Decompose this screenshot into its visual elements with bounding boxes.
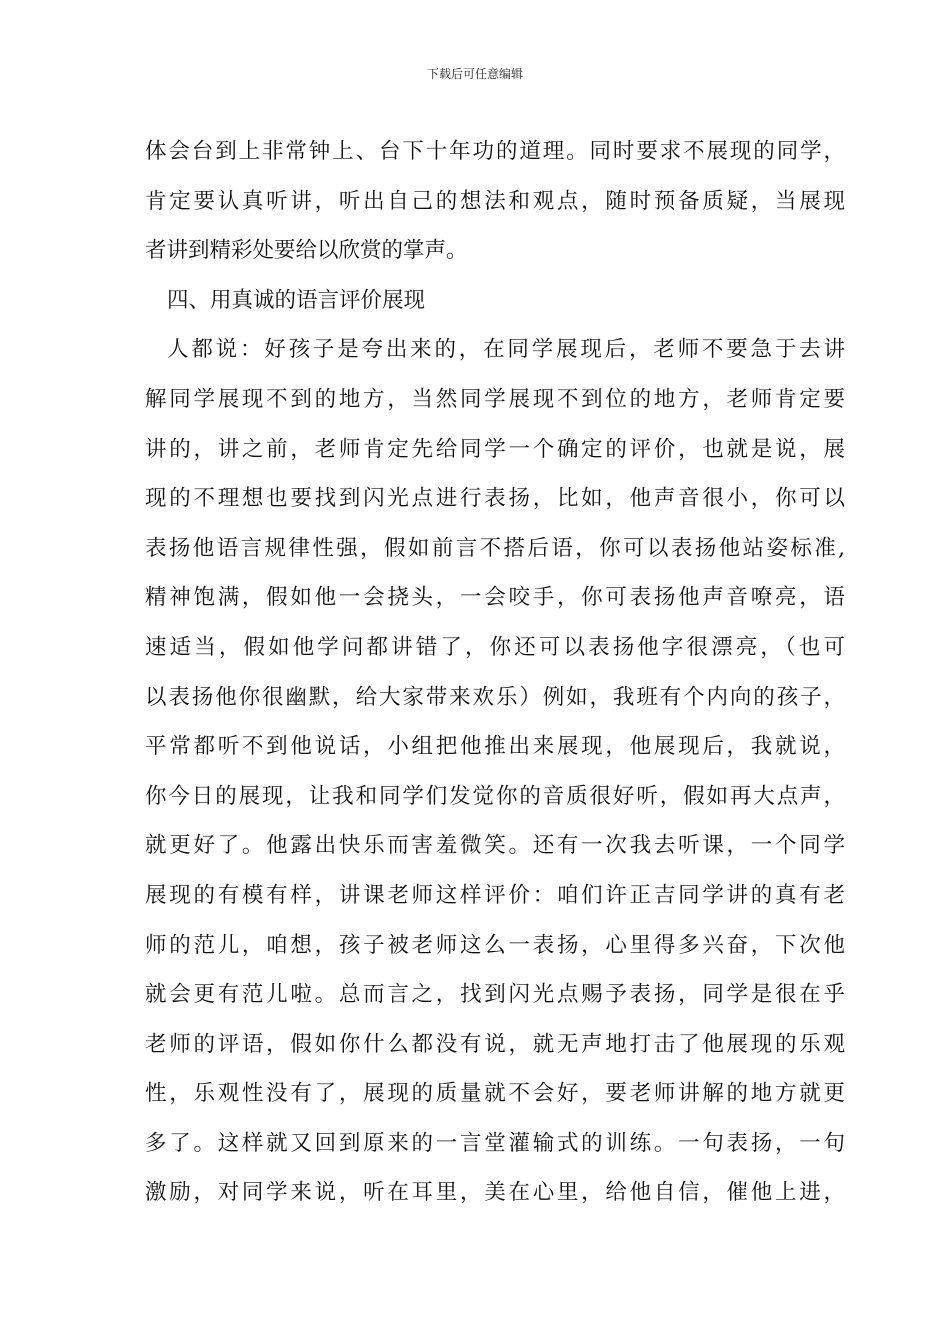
- text-line: 以表扬他你很幽默，给大家带来欢乐）例如，我班有个内向的孩子，: [145, 684, 845, 710]
- text-line: 就会更有范儿啦。总而言之，找到闪光点赐予表扬，同学是很在乎: [145, 982, 845, 1008]
- text-line: 解同学展现不到的地方，当然同学展现不到位的地方，老师肯定要: [145, 386, 845, 412]
- text-line: 四、用真诚的语言评价展现: [167, 287, 426, 313]
- text-line: 表扬他语言规律性强，假如前言不搭后语，你可以表扬他站姿标准,: [145, 535, 845, 561]
- text-line: 平常都听不到他说话，小组把他推出来展现，他展现后，我就说，: [145, 734, 845, 760]
- text-line: 多了。这样就又回到原来的一言堂灌输式的训练。一句表扬，一句: [145, 1130, 845, 1156]
- text-line: 肯定要认真听讲，听出自己的想法和观点，随时预备质疑，当展现: [145, 188, 845, 214]
- text-line: 者讲到精彩处要给以欣赏的掌声。: [145, 238, 468, 264]
- text-line: 展现的有模有样，讲课老师这样评价：咱们许正吉同学讲的真有老: [145, 882, 845, 908]
- text-line: 你今日的展现，让我和同学们发觉你的音质很好听，假如再大点声，: [145, 783, 845, 809]
- text-line: 人都说：好孩子是夸出来的，在同学展现后，老师不要急于去讲: [167, 337, 845, 363]
- text-line: 激励，对同学来说，听在耳里，美在心里，给他自信，催他上进，: [145, 1180, 845, 1206]
- text-line: 讲的，讲之前，老师肯定先给同学一个确定的评价，也就是说，展: [145, 436, 845, 462]
- text-line: 现的不理想也要找到闪光点进行表扬，比如，他声音很小，你可以: [145, 486, 845, 512]
- text-line: 就更好了。他露出快乐而害羞微笑。还有一次我去听课，一个同学: [145, 833, 845, 859]
- text-line: 精神饱满，假如他一会挠头，一会咬手，你可表扬他声音嘹亮，语: [145, 585, 845, 611]
- page-header: 下载后可任意编辑: [426, 67, 523, 81]
- document-body: [145, 127, 845, 1218]
- text-line: 性，乐观性没有了，展现的质量就不会好，要老师讲解的地方就更: [145, 1081, 845, 1107]
- text-line: 师的范儿，咱想，孩子被老师这么一表扬，心里得多兴奋，下次他: [145, 932, 845, 958]
- text-line: 老师的评语，假如你什么都没有说，就无声地打击了他展现的乐观: [145, 1031, 845, 1057]
- text-line: 体会台到上非常钟上、台下十年功的道理。同时要求不展现的同学，: [145, 139, 845, 164]
- text-line: 速适当，假如他学问都讲错了，你还可以表扬他字很漂亮，（也可: [145, 634, 845, 660]
